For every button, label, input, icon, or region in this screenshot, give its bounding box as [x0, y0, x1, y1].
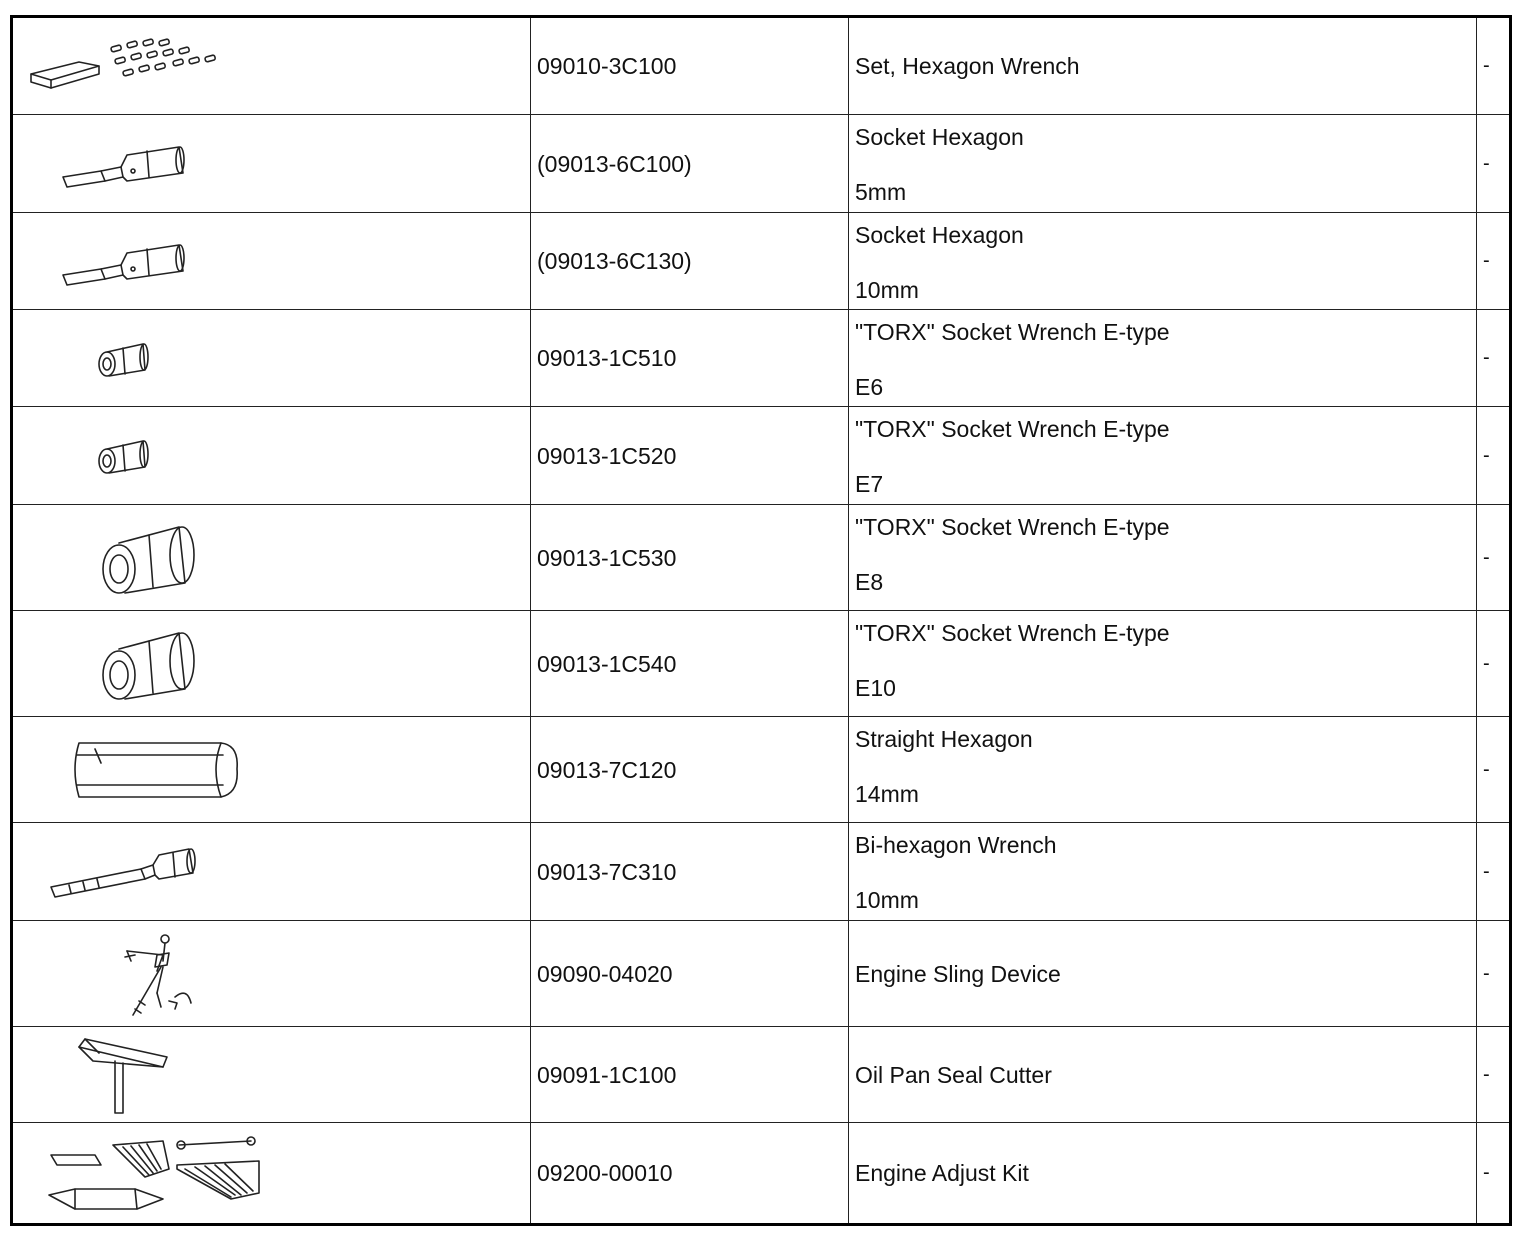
- quantity-value: -: [1483, 546, 1490, 568]
- tool-name: Engine Sling Device: [855, 960, 1061, 987]
- quantity-value: -: [1483, 1161, 1490, 1184]
- tool-image-cell: [13, 18, 531, 114]
- part-number-cell: [531, 921, 849, 1026]
- description-cell: [849, 611, 1477, 716]
- part-number-cell: [531, 717, 849, 822]
- hex-socket-icon: [61, 137, 191, 192]
- tool-image-cell: [13, 1027, 531, 1122]
- quantity-cell: [1477, 18, 1509, 114]
- tool-size: E8: [855, 569, 884, 595]
- tool-name: "TORX" Socket Wrench E-type: [855, 514, 1170, 540]
- engine-adjust-kit-icon: [45, 1137, 265, 1217]
- tool-image-cell: [13, 310, 531, 406]
- tool-name: "TORX" Socket Wrench E-type: [855, 620, 1170, 646]
- part-number-cell: [531, 407, 849, 504]
- tool-image-cell: [13, 115, 531, 212]
- tool-name: Socket Hexagon: [855, 222, 1024, 248]
- part-number-cell: [531, 505, 849, 610]
- part-number-cell: [531, 115, 849, 212]
- quantity-value: -: [1483, 1063, 1490, 1085]
- table-row: [13, 1122, 1509, 1223]
- tool-size: 5mm: [855, 179, 907, 205]
- tool-size: 10mm: [855, 277, 919, 303]
- quantity-value: -: [1483, 444, 1490, 466]
- tool-name: Socket Hexagon: [855, 124, 1024, 150]
- quantity-value: -: [1483, 249, 1490, 272]
- tool-name: "TORX" Socket Wrench E-type: [855, 416, 1170, 442]
- table-row: [13, 822, 1509, 920]
- tool-image-cell: [13, 921, 531, 1026]
- tool-size: E10: [855, 675, 896, 701]
- engine-sling-device-icon: [117, 931, 217, 1021]
- tool-image-cell: [13, 505, 531, 610]
- part-number: 09090-04020: [537, 960, 673, 987]
- description-cell: [849, 115, 1477, 212]
- oil-pan-seal-cutter-icon: [75, 1035, 175, 1120]
- torx-socket-small-icon: [95, 340, 155, 380]
- quantity-cell: [1477, 1123, 1509, 1223]
- part-number-cell: [531, 611, 849, 716]
- part-number: (09013-6C100): [537, 150, 692, 177]
- quantity-cell: [1477, 407, 1509, 504]
- part-number: 09013-1C530: [537, 544, 677, 571]
- part-number: 09013-7C120: [537, 756, 677, 783]
- part-number: 09091-1C100: [537, 1061, 677, 1088]
- part-number: 09013-1C540: [537, 650, 677, 677]
- part-number-cell: [531, 1123, 849, 1223]
- torx-socket-large-icon: [97, 629, 207, 704]
- bi-hexagon-wrench-icon: [49, 841, 199, 901]
- table-row: [13, 406, 1509, 504]
- description-cell: [849, 18, 1477, 114]
- table-row: [13, 716, 1509, 822]
- description-cell: [849, 1027, 1477, 1122]
- part-number-cell: [531, 18, 849, 114]
- description-cell: [849, 717, 1477, 822]
- quantity-cell: [1477, 505, 1509, 610]
- quantity-value: -: [1483, 962, 1490, 984]
- hex-socket-icon: [61, 235, 191, 290]
- tool-name: Bi-hexagon Wrench: [855, 832, 1057, 858]
- table-row: [13, 1026, 1509, 1122]
- quantity-value: -: [1483, 758, 1490, 780]
- quantity-value: -: [1483, 54, 1490, 77]
- quantity-cell: [1477, 717, 1509, 822]
- table-row: [13, 920, 1509, 1026]
- quantity-cell: [1477, 310, 1509, 406]
- tool-image-cell: [13, 407, 531, 504]
- quantity-cell: [1477, 1027, 1509, 1122]
- part-number-cell: [531, 823, 849, 920]
- tool-image-cell: [13, 213, 531, 309]
- part-number: 09200-00010: [537, 1160, 673, 1186]
- quantity-cell: [1477, 823, 1509, 920]
- tool-size: 10mm: [855, 887, 919, 913]
- part-number: (09013-6C130): [537, 248, 692, 274]
- part-number: 09013-1C520: [537, 442, 677, 469]
- table-row: [13, 504, 1509, 610]
- table-row: [13, 114, 1509, 212]
- tool-size: E7: [855, 471, 884, 497]
- tool-image-cell: [13, 823, 531, 920]
- table-row: [13, 18, 1509, 114]
- tool-name: Engine Adjust Kit: [855, 1160, 1029, 1186]
- tool-image-cell: [13, 717, 531, 822]
- part-number: 09010-3C100: [537, 53, 677, 79]
- description-cell: [849, 505, 1477, 610]
- description-cell: [849, 310, 1477, 406]
- description-cell: [849, 407, 1477, 504]
- table-row: [13, 610, 1509, 716]
- part-number-cell: [531, 310, 849, 406]
- hex-wrench-set-icon: [27, 36, 227, 96]
- table-row: [13, 212, 1509, 309]
- tool-name: Straight Hexagon: [855, 726, 1033, 752]
- part-number-cell: [531, 213, 849, 309]
- quantity-value: -: [1483, 860, 1490, 882]
- part-number: 09013-1C510: [537, 345, 677, 371]
- part-number-cell: [531, 1027, 849, 1122]
- quantity-value: -: [1483, 152, 1490, 174]
- description-cell: [849, 921, 1477, 1026]
- quantity-value: -: [1483, 652, 1490, 674]
- tool-name: Set, Hexagon Wrench: [855, 53, 1080, 79]
- tool-image-cell: [13, 1123, 531, 1223]
- quantity-cell: [1477, 921, 1509, 1026]
- description-cell: [849, 213, 1477, 309]
- quantity-cell: [1477, 115, 1509, 212]
- tool-size: E6: [855, 374, 884, 400]
- quantity-value: -: [1483, 346, 1490, 369]
- tool-size: 14mm: [855, 781, 919, 807]
- torx-socket-small-icon: [95, 437, 155, 477]
- quantity-cell: [1477, 611, 1509, 716]
- part-number: 09013-7C310: [537, 858, 677, 885]
- description-cell: [849, 1123, 1477, 1223]
- tool-name: Oil Pan Seal Cutter: [855, 1061, 1052, 1088]
- tool-image-cell: [13, 611, 531, 716]
- quantity-cell: [1477, 213, 1509, 309]
- description-cell: [849, 823, 1477, 920]
- table-row: [13, 309, 1509, 406]
- tool-name: "TORX" Socket Wrench E-type: [855, 319, 1170, 345]
- torx-socket-large-icon: [97, 523, 207, 598]
- special-tools-table: [10, 15, 1512, 1226]
- straight-hexagon-icon: [71, 739, 241, 801]
